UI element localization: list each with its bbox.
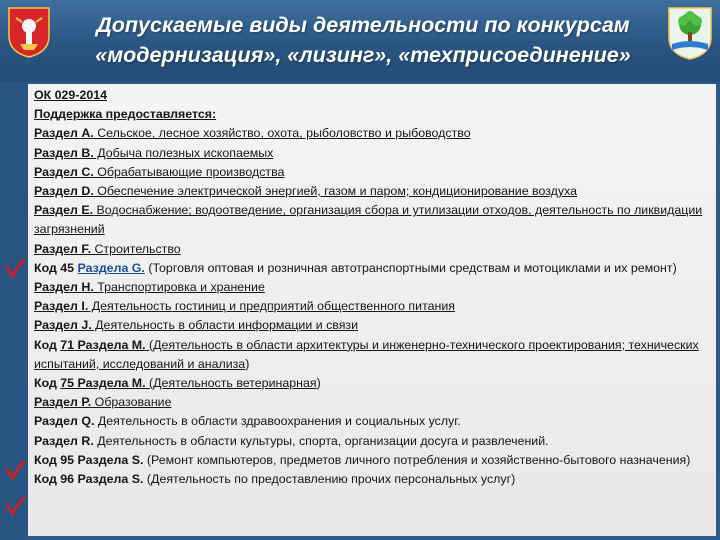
- code-text: (Торговля оптовая и розничная автотранспортными средствам и мотоциклами и их ремонт): [144, 260, 677, 275]
- section-text: Деятельность в области культуры, спорта, организации досуга и развлечений.: [93, 433, 549, 448]
- section-text: Деятельность в области информации и связи: [91, 318, 359, 333]
- moscow-region-coat-of-arms-icon: [6, 4, 52, 58]
- code-45: [34, 259, 714, 278]
- code-75: [34, 374, 714, 393]
- section-text: Строительство: [91, 241, 181, 256]
- classifier-code: ОК 029-2014: [34, 88, 108, 102]
- section-i: [34, 297, 714, 316]
- section-text: Сельское, лесное хозяйство, охота, рыболовство и рыбоводство: [93, 126, 471, 141]
- section-code: Раздел Н.: [34, 280, 94, 295]
- section-code: Раздел R.: [34, 433, 94, 448]
- code-text: (Деятельность по предоставлению прочих персональных услуг): [143, 472, 516, 487]
- code-section: Раздела М.: [74, 337, 146, 352]
- section-j: [34, 316, 714, 335]
- section-text: Обрабатывающие производства: [93, 164, 285, 179]
- code-section: Раздела М.: [74, 376, 146, 391]
- activity-list: [34, 86, 714, 489]
- code-95: [34, 451, 714, 470]
- section-code: Раздел F.: [34, 241, 92, 256]
- section-text: Добыча полезных ископаемых: [93, 145, 274, 160]
- section-code: Раздел J.: [34, 318, 92, 333]
- section-code: Раздел Q.: [34, 414, 95, 429]
- check-mark-icon: [4, 258, 26, 278]
- code-text: (Деятельность ветеринарная: [145, 376, 317, 391]
- support-label: Поддержка предоставляется:: [34, 107, 217, 122]
- slide-title: [60, 10, 666, 70]
- code-number: 71: [60, 337, 75, 352]
- section-code: Раздел Е.: [34, 203, 94, 218]
- section-text: Транспортировка и хранение: [93, 280, 265, 295]
- code-71: [34, 336, 714, 374]
- section-code: Раздел I.: [34, 299, 89, 314]
- section-text: Деятельность гостиниц и предприятий общественного питания: [88, 299, 455, 314]
- code-96: [34, 470, 714, 489]
- title-line-1: Допускаемые виды деятельности по конкурсам: [96, 13, 630, 37]
- section-c: [34, 163, 714, 182]
- section-code: Раздел А.: [34, 126, 94, 141]
- section-text: Обеспечение электрической энергией, газом и паром; кондиционирование воздуха: [93, 184, 578, 199]
- code-prefix: Код 45: [34, 260, 78, 275]
- content-panel: [28, 84, 716, 536]
- section-code: Раздел D.: [34, 184, 94, 199]
- code-text: (Ремонт компьютеров, предметов личного потребления и хозяйственно-бытового назначения): [143, 452, 691, 467]
- code-close: ): [245, 356, 250, 371]
- section-q: [34, 412, 714, 431]
- code-text: (Деятельность в области архитектуры и инженерно-технического проектирования; технических испытаний, исследований и анализа: [34, 337, 699, 371]
- code-prefix: Код 95 Раздела S.: [34, 452, 144, 467]
- section-r: [34, 432, 714, 451]
- section-code: Раздел Р.: [34, 395, 92, 410]
- code-prefix: Код: [34, 337, 61, 352]
- section-text: Образование: [91, 395, 172, 410]
- section-f: [34, 240, 714, 259]
- section-e: [34, 201, 714, 239]
- title-line-2: «модернизация», «лизинг», «техприсоединение»: [95, 43, 631, 67]
- code-prefix: Код 96 Раздела S.: [34, 472, 144, 487]
- section-a: [34, 124, 714, 143]
- code-prefix: Код: [34, 376, 61, 391]
- section-code: Раздел С.: [34, 164, 94, 179]
- section-code: Раздел В.: [34, 145, 94, 160]
- section-text: Деятельность в области здравоохранения и социальных услуг.: [94, 414, 461, 429]
- section-d: [34, 182, 714, 201]
- check-mark-icon: [4, 496, 26, 516]
- section-text: Водоснабжение; водоотведение, организация сбора и утилизации отходов, деятельность по ликвидации загрязнений: [34, 203, 703, 237]
- code-close: ): [316, 376, 321, 391]
- section-h: [34, 278, 714, 297]
- section-p: [34, 393, 714, 412]
- section-g-link[interactable]: Раздела G.: [77, 260, 145, 275]
- check-mark-icon: [4, 460, 26, 480]
- section-b: [34, 144, 714, 163]
- city-coat-of-arms-icon: [666, 4, 714, 60]
- code-number: 75: [60, 376, 75, 391]
